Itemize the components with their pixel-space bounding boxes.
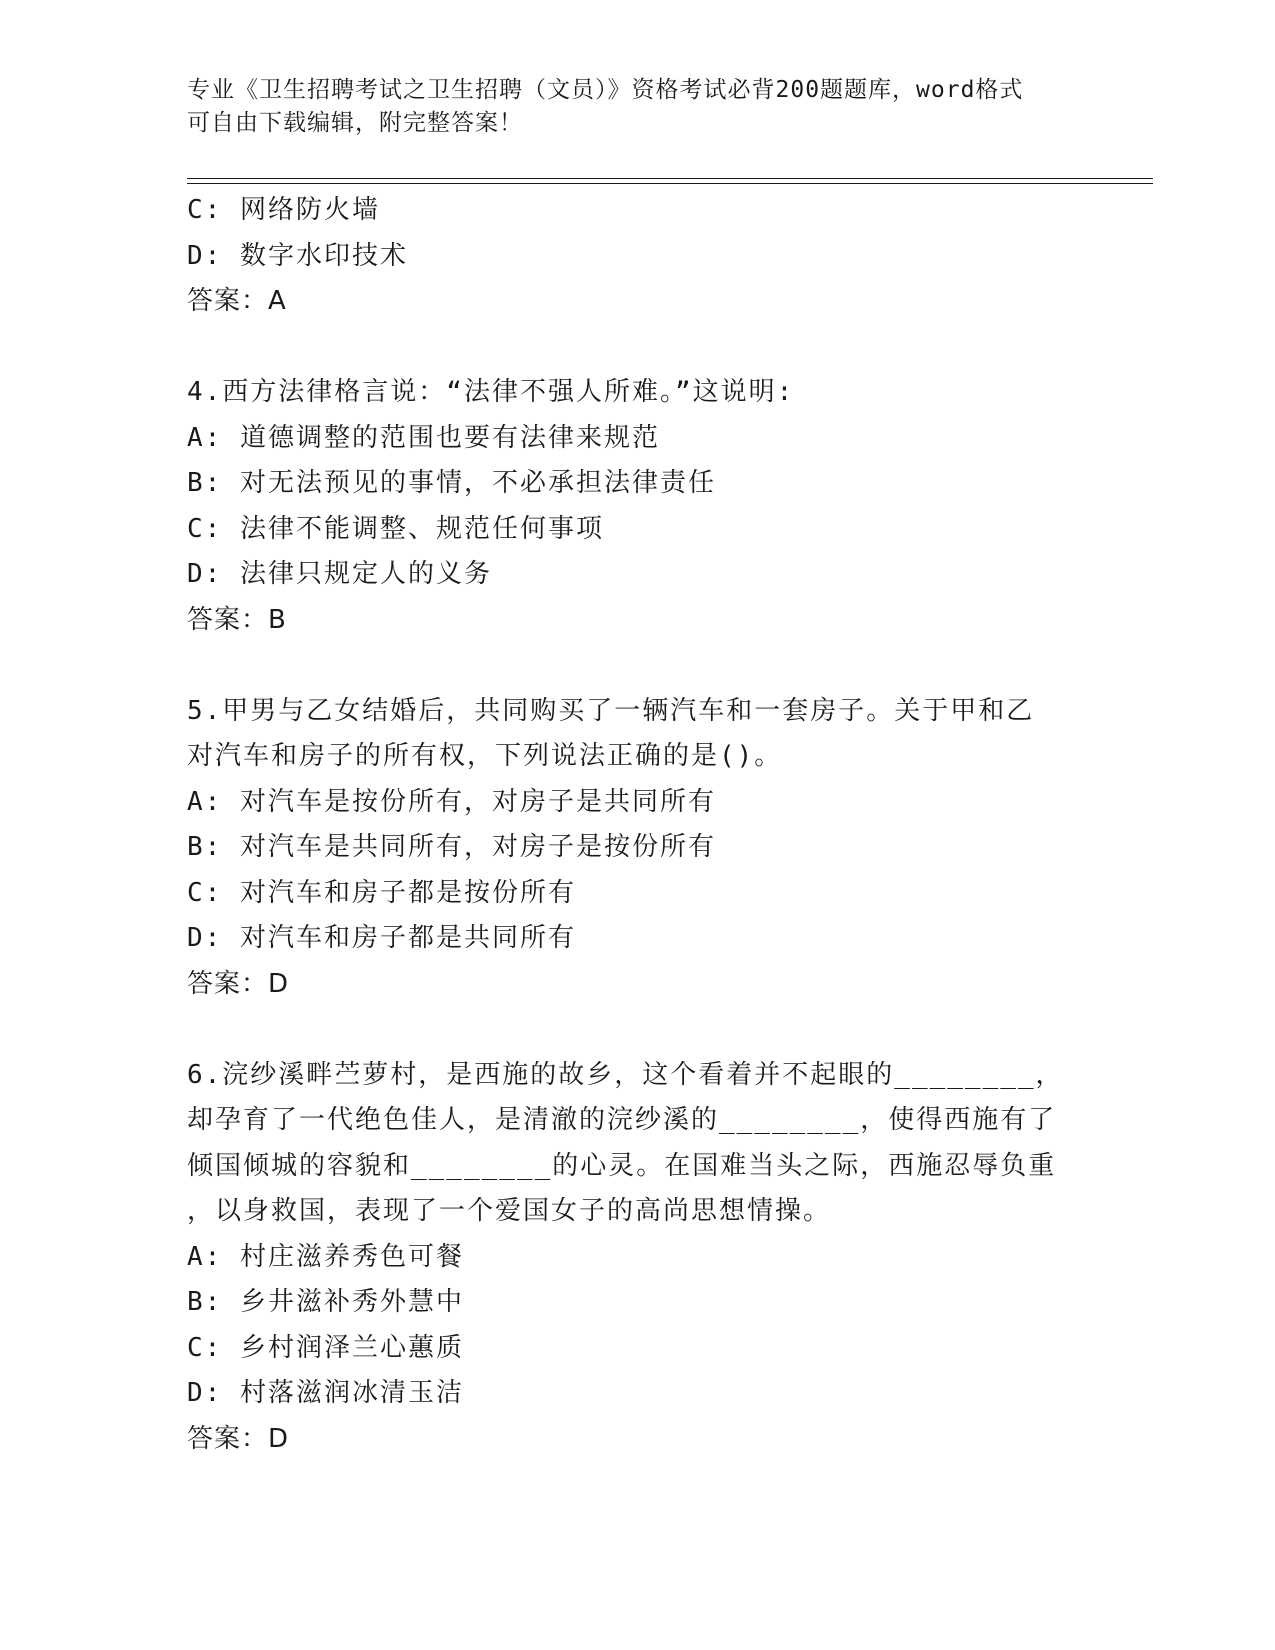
option-b: B: 对无法预见的事情，不必承担法律责任 — [187, 468, 716, 498]
option-a: A: 道德调整的范围也要有法律来规范 — [187, 422, 660, 453]
option-d: D: 法律只规定人的义务 — [187, 559, 492, 589]
option-c: C: 乡村润泽兰心蕙质 — [187, 1332, 464, 1363]
option-c: C: 网络防火墙 — [187, 195, 380, 225]
spacer — [187, 1007, 1087, 1053]
question-4 — [187, 370, 1087, 643]
answer-line: 答案：A — [187, 286, 287, 316]
question-stem-line-2: 对汽车和房子的所有权，下列说法正确的是()。 — [187, 741, 783, 771]
spacer — [187, 325, 1087, 371]
question-list — [187, 188, 1087, 1462]
option-b: B: 对汽车是共同所有，对房子是按份所有 — [187, 832, 716, 862]
option-a: A: 对汽车是按份所有，对房子是共同所有 — [187, 786, 716, 817]
option-c: C: 法律不能调整、规范任何事项 — [187, 513, 604, 544]
header-title-line-1: 专业《卫生招聘考试之卫生招聘（文员）》资格考试必背200题题库，word格式 — [187, 77, 1024, 103]
question-stem: 4.西方法律格言说：“法律不强人所难。”这说明: — [187, 377, 795, 407]
header-divider-bottom — [187, 183, 1153, 184]
answer-line: 答案：D — [187, 1423, 290, 1454]
question-3-tail — [187, 188, 1087, 325]
question-stem-line-4: ，以身救国，表现了一个爱国女子的高尚思想情操。 — [187, 1196, 832, 1226]
answer-line: 答案：D — [187, 968, 290, 999]
question-stem-line-1: 6.浣纱溪畔苎萝村，是西施的故乡，这个看着并不起眼的________， — [187, 1059, 1064, 1090]
option-c: C: 对汽车和房子都是按份所有 — [187, 877, 576, 908]
question-5 — [187, 689, 1087, 1008]
header-divider-top — [187, 178, 1153, 179]
option-a: A: 村庄滋养秀色可餐 — [187, 1241, 464, 1272]
question-6 — [187, 1053, 1087, 1463]
option-b: B: 乡井滋补秀外慧中 — [187, 1287, 464, 1317]
option-d: D: 村落滋润冰清玉洁 — [187, 1378, 464, 1408]
document-header — [187, 74, 1087, 140]
question-stem-line-1: 5.甲男与乙女结婚后，共同购买了一辆汽车和一套房子。关于甲和乙 — [187, 695, 1035, 726]
option-d: D: 数字水印技术 — [187, 240, 408, 271]
option-d: D: 对汽车和房子都是共同所有 — [187, 923, 576, 953]
answer-line: 答案：B — [187, 604, 287, 635]
question-stem-line-3: 倾国倾城的容貌和________的心灵。在国难当头之际，西施忍辱负重 — [187, 1150, 1057, 1181]
spacer — [187, 643, 1087, 689]
header-title-line-2: 可自由下载编辑，附完整答案！ — [187, 110, 523, 136]
question-stem-line-2: 却孕育了一代绝色佳人，是清澈的浣纱溪的________，使得西施有了 — [187, 1105, 1057, 1135]
